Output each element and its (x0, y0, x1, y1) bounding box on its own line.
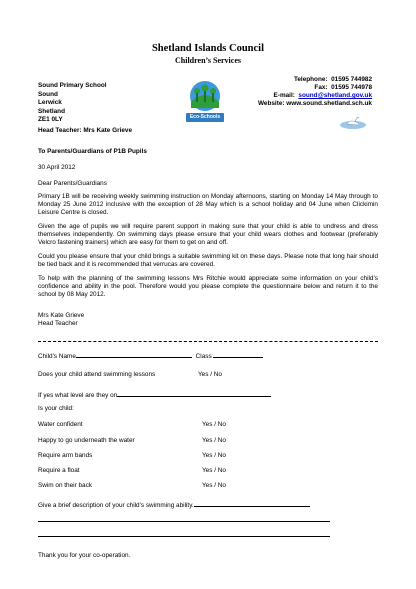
eco-schools-label: Eco-Schools (189, 114, 221, 120)
answer-line[interactable] (38, 521, 330, 522)
child-name-row (38, 351, 263, 361)
address-line: ZE1 0LY (38, 116, 63, 123)
class-field[interactable] (213, 351, 263, 358)
answer-yes-no[interactable]: Yes / No (202, 452, 226, 459)
address-line: Shetland (38, 107, 65, 115)
child-name-field[interactable] (76, 351, 192, 358)
level-row (38, 390, 271, 400)
email-label: E-mail: (273, 92, 295, 99)
attend-question: Does your child attend swimming lessons (38, 371, 156, 378)
address-line: Sound (38, 90, 58, 98)
website-label: Website: (258, 100, 285, 107)
describe-question: Give a brief description of your child’s swimming ability. (38, 502, 194, 509)
question-item: Water confident (38, 421, 83, 428)
swan-icon (338, 114, 368, 130)
address-line: Lerwick (38, 99, 62, 106)
question-item: Require arm bands (38, 452, 93, 459)
question-item: Swim on their back (38, 482, 92, 489)
telephone-line (258, 76, 372, 84)
fax-number: 01595 744978 (331, 84, 372, 91)
telephone-label: Telephone: (293, 76, 328, 83)
letter-recipient: To Parents/Guardians of P1B Pupils (38, 148, 147, 155)
paragraph-1: Primary 1B will be receiving weekly swimming instruction on Monday afternoons, starting on Monday 14 May through to Monday 25 June 2012 inclusive with the exception of 28 May which is a school holiday and 04 June when Clickimin Leisure Centre is closed. (38, 193, 378, 217)
website-line (258, 100, 372, 108)
signature-name: Mrs Kate Grieve (38, 312, 85, 319)
school-address (38, 82, 107, 125)
describe-row (38, 500, 310, 510)
level-field[interactable] (117, 390, 271, 397)
level-question: If yes what level are they on (38, 392, 118, 399)
paragraph-4: To help with the planning of the swimming lessons Mrs Ritchie would appreciate some information on your child’s confidence and ability in the pool. Therefore would you please complete the questionnaire below and return it to the school by 08 May 2012. (38, 275, 378, 299)
answer-line[interactable] (38, 536, 330, 537)
department-subtitle: Children’s Services (175, 56, 241, 65)
address-line: Sound Primary School (38, 82, 107, 89)
answer-yes-no[interactable]: Yes / No (202, 421, 226, 428)
fax-line (258, 84, 372, 92)
website-link[interactable]: www.sound.shetland.sch.uk (286, 100, 372, 107)
council-title: Shetland Islands Council (151, 43, 265, 54)
answer-yes-no[interactable]: Yes / No (202, 467, 226, 474)
answer-yes-no[interactable]: Yes / No (202, 437, 226, 444)
letter-salutation: Dear Parents/Guardians (38, 180, 107, 187)
class-label: Class (195, 353, 212, 360)
telephone-number: 01595 744982 (331, 76, 372, 83)
closing-thanks: Thank you for your co-operation. (38, 552, 131, 559)
letter-date: 30 April 2012 (38, 164, 76, 171)
child-name-label: Child’s Name (38, 353, 76, 360)
email-link[interactable]: sound@shetland.gov.uk (298, 92, 372, 99)
cut-line-divider (38, 341, 378, 342)
school-crest-logo (338, 114, 368, 130)
signature-title: Head Teacher (38, 320, 78, 327)
is-your-child-label: Is your child: (38, 405, 74, 412)
email-line (258, 92, 372, 100)
paragraph-3: Could you please ensure that your child brings a suitable swimming kit on these days. Please note that long hair should be tied back and it is recommended that verrucas are covered. (38, 253, 378, 269)
question-item: Require a float (38, 467, 80, 474)
question-item: Happy to go underneath the water (38, 437, 135, 444)
answer-yes-no[interactable]: Yes / No (202, 482, 226, 489)
head-teacher-header: Head Teacher: Mrs Kate Grieve (38, 127, 133, 134)
attend-yes-no[interactable]: Yes / No (198, 371, 222, 378)
contact-block (258, 76, 372, 108)
describe-field[interactable] (194, 500, 310, 507)
paragraph-2: Given the age of pupils we will require parent support in making sure that your child is able to undress and dress themselves independently. On swimming days please ensure that your child wears clothes and footwear (preferably Velcro fastening trainers) which are easy for them to get on and off. (38, 223, 378, 247)
fax-label: Fax: (314, 84, 328, 91)
